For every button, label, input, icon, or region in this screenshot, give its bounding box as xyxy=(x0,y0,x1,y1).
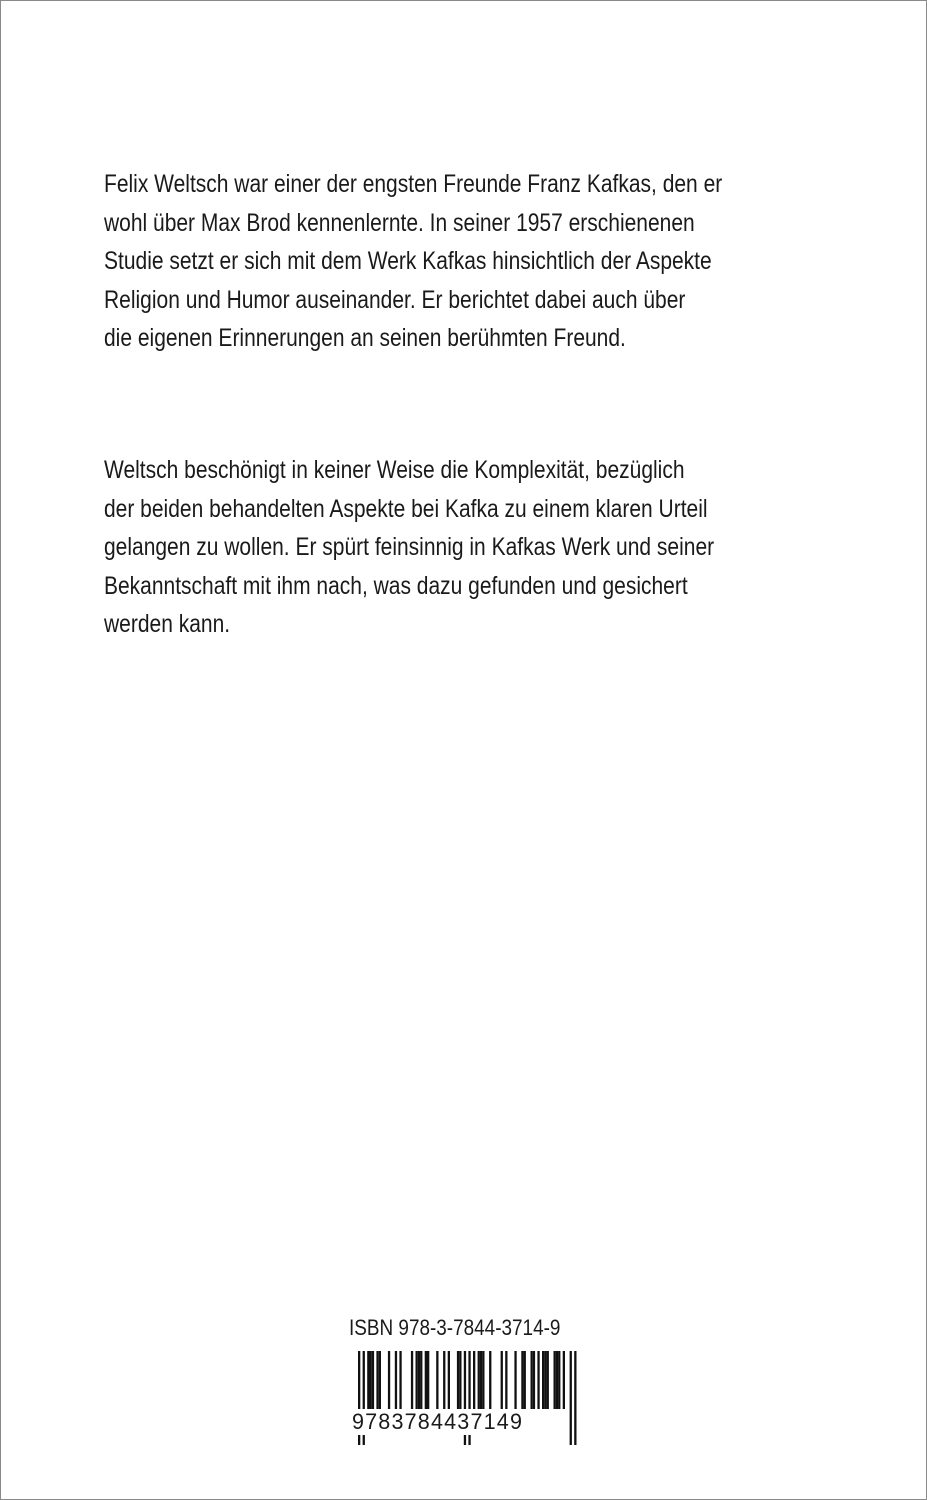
barcode-bar xyxy=(554,1351,556,1409)
barcode-bar xyxy=(480,1351,482,1409)
barcode-bar xyxy=(459,1351,461,1409)
barcode-bar xyxy=(427,1351,429,1409)
paragraph-line: Felix Weltsch war einer der engsten Freunde Franz Kafkas, den er xyxy=(104,170,723,198)
barcode-bar xyxy=(379,1351,381,1409)
barcode-bar xyxy=(425,1351,427,1409)
barcode-bar xyxy=(367,1351,369,1409)
barcode-bar xyxy=(558,1351,560,1409)
paragraph-line: gelangen zu wollen. Er spürt feinsinnig in Kafkas Werk und seiner xyxy=(104,533,715,561)
barcode-bar xyxy=(533,1351,535,1409)
barcode-bar xyxy=(376,1351,378,1409)
barcode-bar xyxy=(416,1351,418,1409)
barcode-bar xyxy=(372,1351,374,1409)
barcode-bar xyxy=(489,1351,491,1409)
barcode-bar xyxy=(574,1351,576,1445)
barcode-bar xyxy=(418,1351,420,1409)
barcode-bar xyxy=(448,1351,450,1409)
barcode-bar xyxy=(521,1351,523,1409)
barcode-bar xyxy=(443,1351,445,1409)
paragraph-line: Studie setzt er sich mit dem Werk Kafkas hinsichtlich der Aspekte xyxy=(104,247,712,275)
barcode-bar xyxy=(537,1351,539,1409)
paragraph-line: Bekanntschaft mit ihm nach, was dazu gefunden und gesichert xyxy=(104,571,688,600)
barcode-bar xyxy=(388,1351,390,1409)
paragraph-line: Religion und Humor auseinander. Er berichtet dabei auch über xyxy=(104,285,686,314)
paragraph-line: werden kann. xyxy=(104,610,231,638)
barcode-bar xyxy=(395,1351,397,1409)
barcode-bar xyxy=(411,1351,413,1409)
isbn-label: ISBN 978-3-7844-3714-9 xyxy=(349,1315,561,1340)
barcode-bar xyxy=(514,1351,516,1409)
barcode-bar xyxy=(505,1351,507,1409)
barcode-bar xyxy=(570,1351,572,1445)
barcode-bar xyxy=(556,1351,558,1409)
paragraph-line: der beiden behandelten Aspekte bei Kafka zu einem klaren Urteil xyxy=(104,494,708,523)
description-paragraph-2 xyxy=(104,451,833,644)
barcode-bar xyxy=(501,1351,503,1409)
barcode-bar xyxy=(370,1351,372,1409)
barcode-bar xyxy=(547,1351,549,1409)
description-paragraph-1 xyxy=(104,165,833,358)
barcode-bar xyxy=(524,1351,526,1409)
barcode-bar xyxy=(399,1351,401,1409)
barcode-bar xyxy=(531,1351,533,1409)
barcode-bar xyxy=(420,1351,422,1409)
isbn-barcode-block xyxy=(346,1313,586,1449)
barcode-bar xyxy=(544,1351,546,1409)
barcode-bar xyxy=(436,1351,438,1409)
paragraph-line: die eigenen Erinnerungen an seinen berühmten Freund. xyxy=(104,324,626,352)
barcode-bar xyxy=(457,1351,459,1409)
barcode-digits: 9783784437149 xyxy=(351,1409,524,1434)
barcode-bar xyxy=(542,1351,544,1409)
barcode-bar xyxy=(478,1351,480,1409)
paragraph-line: wohl über Max Brod kennenlernte. In seiner 1957 erschienenen xyxy=(104,208,695,237)
barcode-bar xyxy=(482,1351,484,1409)
barcode-bar xyxy=(473,1351,475,1409)
paragraph-line: Weltsch beschönigt in keiner Weise die Komplexität, bezüglich xyxy=(104,456,685,484)
barcode-bar xyxy=(563,1351,565,1409)
